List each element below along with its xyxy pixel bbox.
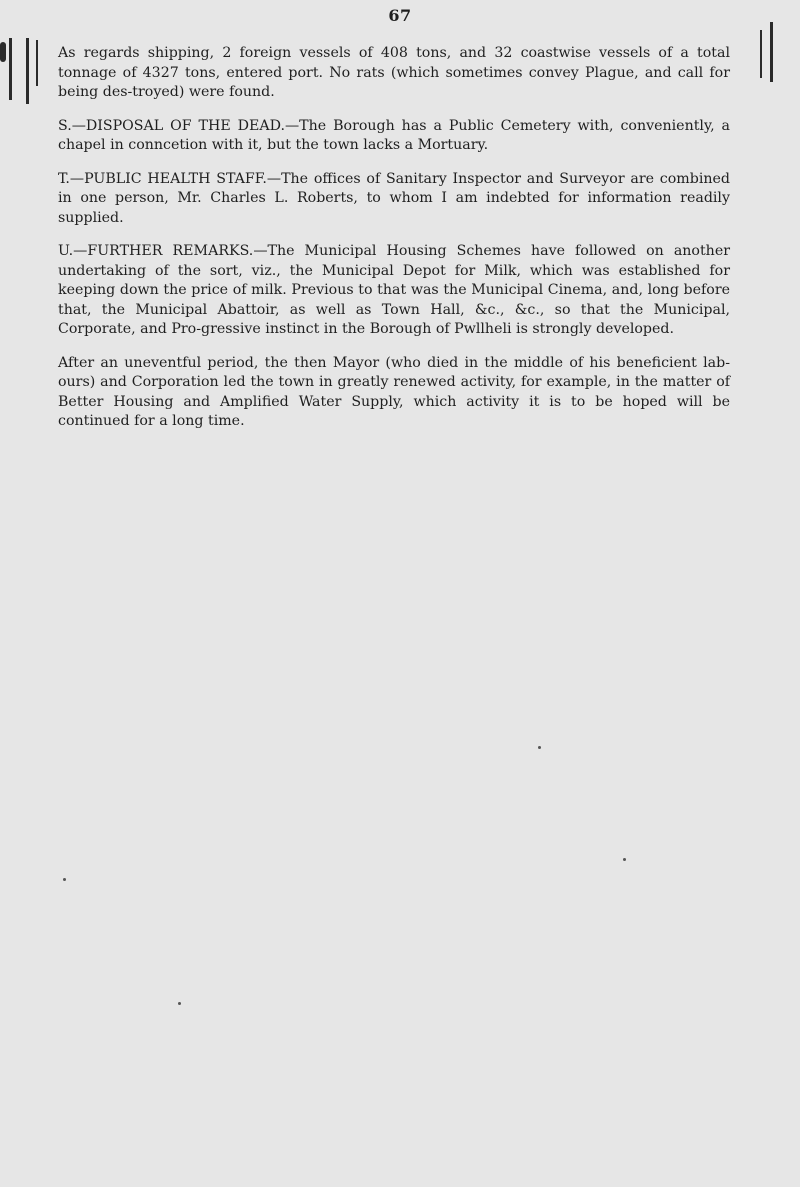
left-binding-mark-1 [0,42,6,62]
page-number: 67 [388,6,412,25]
paragraph-further-remarks: U.—FURTHER REMARKS.—The Municipal Housing Schemes have followed on another undertaking of the sort, viz., the Municipal Depot for Milk, which was established for keeping down the price of milk. Previous to that was the Municipal Cinema, and, long before that, the Municipal Abattoir, as well as Town Hall, &c., &c., so that the Municipal, Corporate, and Pro-gressive instinct in the Borough of Pwllheli is strongly developed. [58,243,730,337]
right-binding-mark-1 [760,30,762,78]
scan-speck-4 [178,1002,181,1005]
paragraph-disposal-of-dead: S.—DISPOSAL OF THE DEAD.—The Borough has a Public Cemetery with, conveniently, a chapel in conncetion with it, but the town lacks a Mortuary. [58,117,730,153]
paragraph-public-health-staff: T.—PUBLIC HEALTH STAFF.—The offices of Sanitary Inspector and Surveyor are combined in one person, Mr. Charles L. Roberts, to whom I am indebted for information readily supplied. [58,170,730,226]
scan-speck-2 [623,858,626,861]
scan-speck-1 [63,878,66,881]
paragraph-shipping: As regards shipping, 2 foreign vessels of 408 tons, and 32 coastwise vessels of a total tonnage of 4327 tons, entered port. No rats (which sometimes convey Plague, and call for being des-troyed) were found. [58,45,730,100]
document-body [58,44,730,446]
left-binding-mark-2 [9,38,12,100]
paragraph-after-uneventful-period: After an uneventful period, the then Mayor (who died in the middle of his beneficient lab-ours) and Corporation led the town in greatly renewed activity, for example, in the matter of Better Housing and Amplified Water Supply, which activity it is to be hoped will be continued for a long time. [58,354,730,429]
left-binding-mark-4 [36,40,38,86]
right-binding-mark-2 [770,22,773,82]
scan-speck-3 [538,746,541,749]
left-binding-mark-3 [26,38,29,104]
